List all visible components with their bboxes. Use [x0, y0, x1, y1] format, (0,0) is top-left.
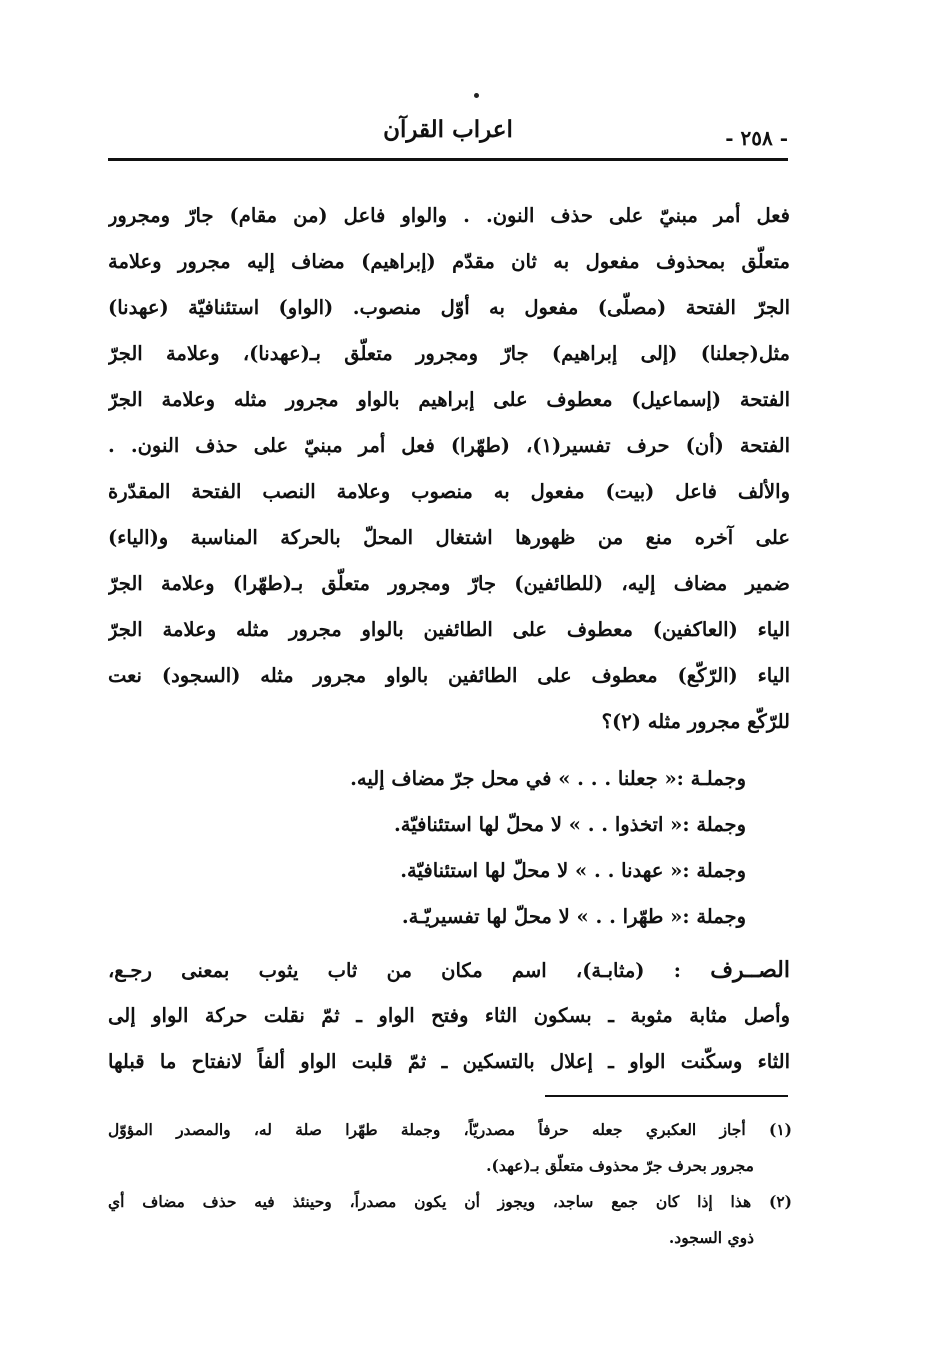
page-number: - ٢٥٨ -	[725, 126, 788, 150]
footnote-rule	[545, 1095, 788, 1097]
sarf-section	[108, 947, 790, 1085]
sarf-line-1	[108, 947, 790, 993]
body-line: الفتحة (إسماعيل) معطوف على إبراهيم بالواو مجرور مثله وعلامة الجرّ	[108, 388, 790, 411]
footnote-2-line-2: ذوي السجود.	[668, 1228, 754, 1247]
sarf-line-3: الثاء وسكّنت الواو ـ إعلال بالتسكين ـ ثمّ قلبت الواو ألفاً لانفتاح ما قبلها	[108, 1050, 790, 1073]
body-line: متعلّق بمحذوف مفعول به ثان مقدّم (إبراهيم) مضاف إليه مجرور وعلامة	[108, 250, 790, 273]
page-header	[108, 114, 788, 154]
sarf-label: الصــرف	[710, 957, 790, 983]
body-line: ضمير مضاف إليه، (للطائفين) جارّ ومجرور متعلّق بـ(طهّرا) وعلامة الجرّ	[108, 572, 790, 595]
body-line: للرّكّع مجرور مثله (٢)؟	[601, 710, 790, 733]
body-line: على آخره منع من ظهورها اشتغال المحلّ بالحركة المناسبة و(الياء)	[108, 526, 790, 549]
footnote-2-line-1: (٢) هذا إذا كان جمع ساجد، ويجوز أن يكون مصدراً، وحينئذ فيه حذف مضاف أي	[108, 1192, 792, 1211]
header-rule	[108, 158, 788, 161]
footnote-1-line-1: (١) أجاز العكبري جعله حرفاً مصدريّاً، وجملة طهّرا صلة له، والمصدر المؤوّل	[108, 1120, 792, 1139]
footnote-1-line-2: مجرور بحرف جرّ محذوف متعلّق بـ(عهد).	[486, 1156, 754, 1175]
footnotes	[108, 1112, 792, 1256]
jumla-line: وجملة :« اتخذوا . . » لا محلّ لها استئنافيّة.	[394, 813, 746, 836]
running-head: اعراب القرآن	[383, 116, 513, 143]
jumla-line: وجملة :« عهدنا . . » لا محلّ لها استئنافيّة.	[400, 859, 746, 882]
sarf-text: : (مثابـة)، اسم مكان من ثاب يثوب بمعنى رجـع،	[108, 959, 681, 982]
body-line: والألف فاعل (بيت) مفعول به منصوب وعلامة النصب الفتحة المقدّرة	[108, 480, 790, 503]
page-dot-mark	[474, 93, 479, 98]
body-line: الجرّ الفتحة (مصلّى) مفعول به أوّل منصوب. (الواو) استئنافيّة (عهدنا)	[108, 296, 790, 319]
body-line: مثل(جعلنا) (إلى إبراهيم) جارّ ومجرور متعلّق بـ(عهدنا)، وعلامة الجرّ	[108, 342, 790, 365]
sentence-analysis-list	[108, 756, 746, 940]
sarf-line-2: وأصل مثابة مثوبة ـ بسكون الثاء وفتح الواو ـ ثمّ نقلت حركة الواو إلى	[108, 1004, 790, 1027]
body-line: الياء (العاكفين) معطوف على الطائفين بالواو مجرور مثله وعلامة الجرّ	[108, 618, 790, 641]
body-line: الياء (الرّكّع) معطوف على الطائفين بالواو مجرور مثله (السجود) نعت	[108, 664, 790, 687]
jumla-line: وجملـة :« جعلنا . . . » في محل جرّ مضاف إليه.	[350, 767, 746, 790]
main-paragraph	[108, 193, 790, 745]
jumla-line: وجملة :« طهّرا . . » لا محلّ لها تفسيريّـة.	[401, 905, 746, 928]
body-line: فعل أمر مبنيّ على حذف النون. . والواو فاعل (من مقام) جارّ ومجرور	[108, 204, 790, 227]
body-line: الفتحة (أن) حرف تفسير(١)، (طهّرا) فعل أمر مبنيّ على حذف النون. .	[108, 434, 790, 457]
